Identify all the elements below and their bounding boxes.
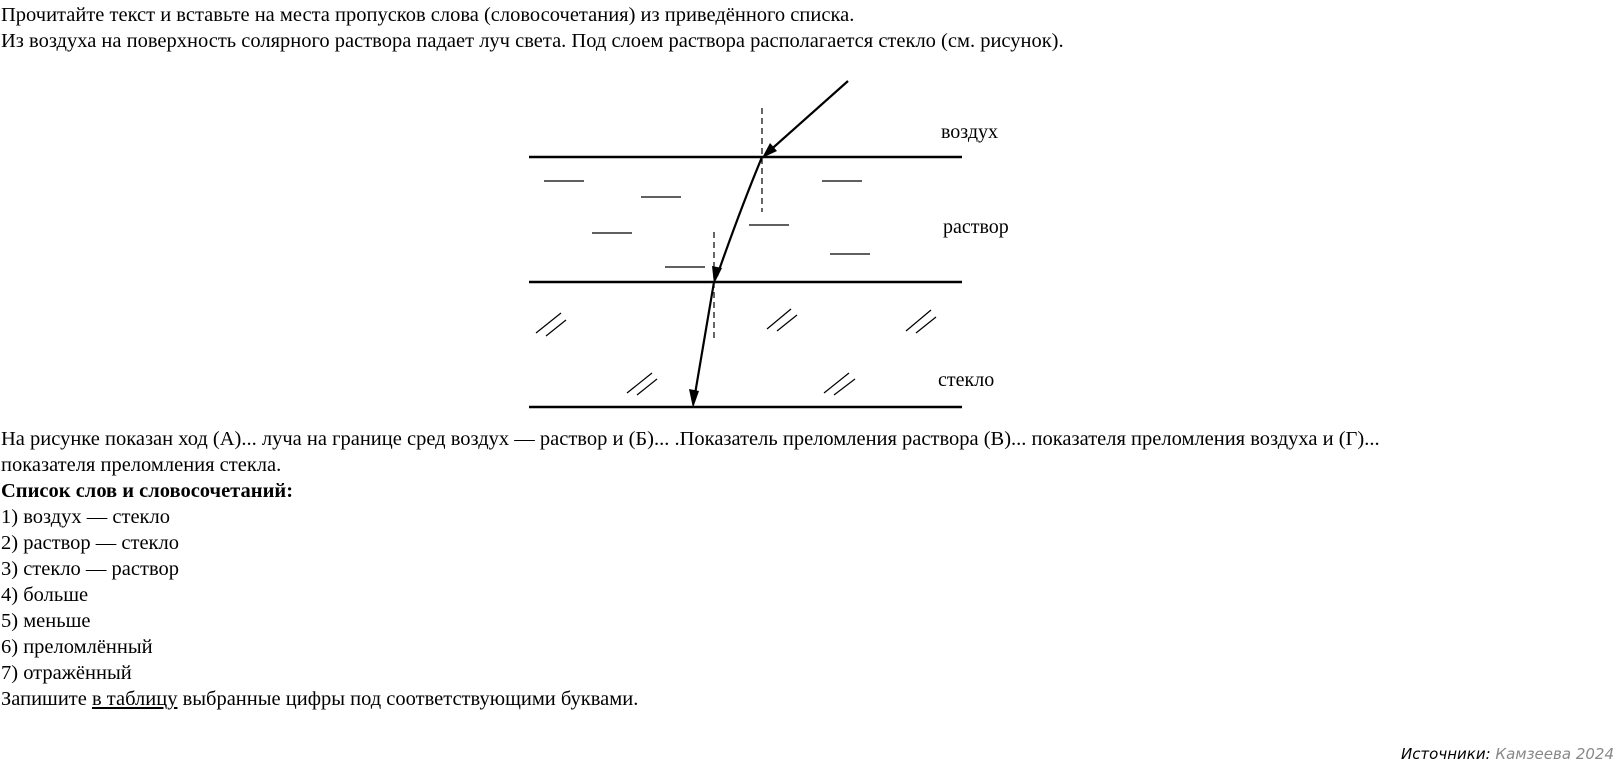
- refracted-ray-glass: [694, 282, 714, 400]
- intro-text: Из воздуха на поверхность солярного раствора падает луч света. Под слоем раствора располагается стекло (см. рисунок).: [1, 30, 1064, 52]
- label-air: воздух: [941, 121, 999, 143]
- label-solution: раствор: [943, 216, 1009, 238]
- table-link[interactable]: в таблицу: [91, 688, 178, 710]
- gap-text-line-2: показателя преломления стекла.: [1, 454, 282, 476]
- arrowheads: [689, 143, 777, 408]
- option-7: 7) отражённый: [1, 662, 132, 684]
- option-5: 5) меньше: [1, 610, 91, 632]
- option-2: 2) раствор — стекло: [1, 532, 179, 554]
- solution-marks: [544, 181, 870, 267]
- task-body: [0, 426, 1380, 712]
- glass-hatches: [536, 309, 936, 395]
- source-label: Источники:: [1400, 745, 1491, 763]
- label-glass: стекло: [938, 369, 995, 391]
- refraction-diagram: [0, 55, 1616, 425]
- source-value: Камзеева 2024: [1495, 745, 1614, 763]
- option-6: 6) преломлённый: [1, 636, 153, 658]
- option-1: 1) воздух — стекло: [1, 506, 170, 528]
- normals: [714, 108, 762, 340]
- light-ray: [694, 81, 848, 400]
- option-4: 4) больше: [1, 584, 89, 606]
- refracted-ray-solution: [717, 157, 762, 276]
- option-3: 3) стекло — раствор: [1, 558, 179, 580]
- list-title: Список слов и словосочетаний:: [1, 480, 294, 502]
- answer-instruction: Запишите в таблицу выбранные цифры под соответствующими буквами.: [1, 688, 639, 710]
- gap-text-line-1: На рисунке показан ход (А)... луча на границе сред воздух — раствор и (Б)... .Показатель преломления раствора (В)... показателя преломления воздуха и (Г)...: [1, 428, 1380, 450]
- instruction-text: Прочитайте текст и вставьте на места пропусков слова (словосочетания) из приведённого списка.: [1, 4, 855, 26]
- source-credit: [1401, 741, 1614, 767]
- task-header: [0, 2, 1064, 54]
- boundary-lines: [529, 157, 962, 407]
- incident-ray: [766, 81, 848, 154]
